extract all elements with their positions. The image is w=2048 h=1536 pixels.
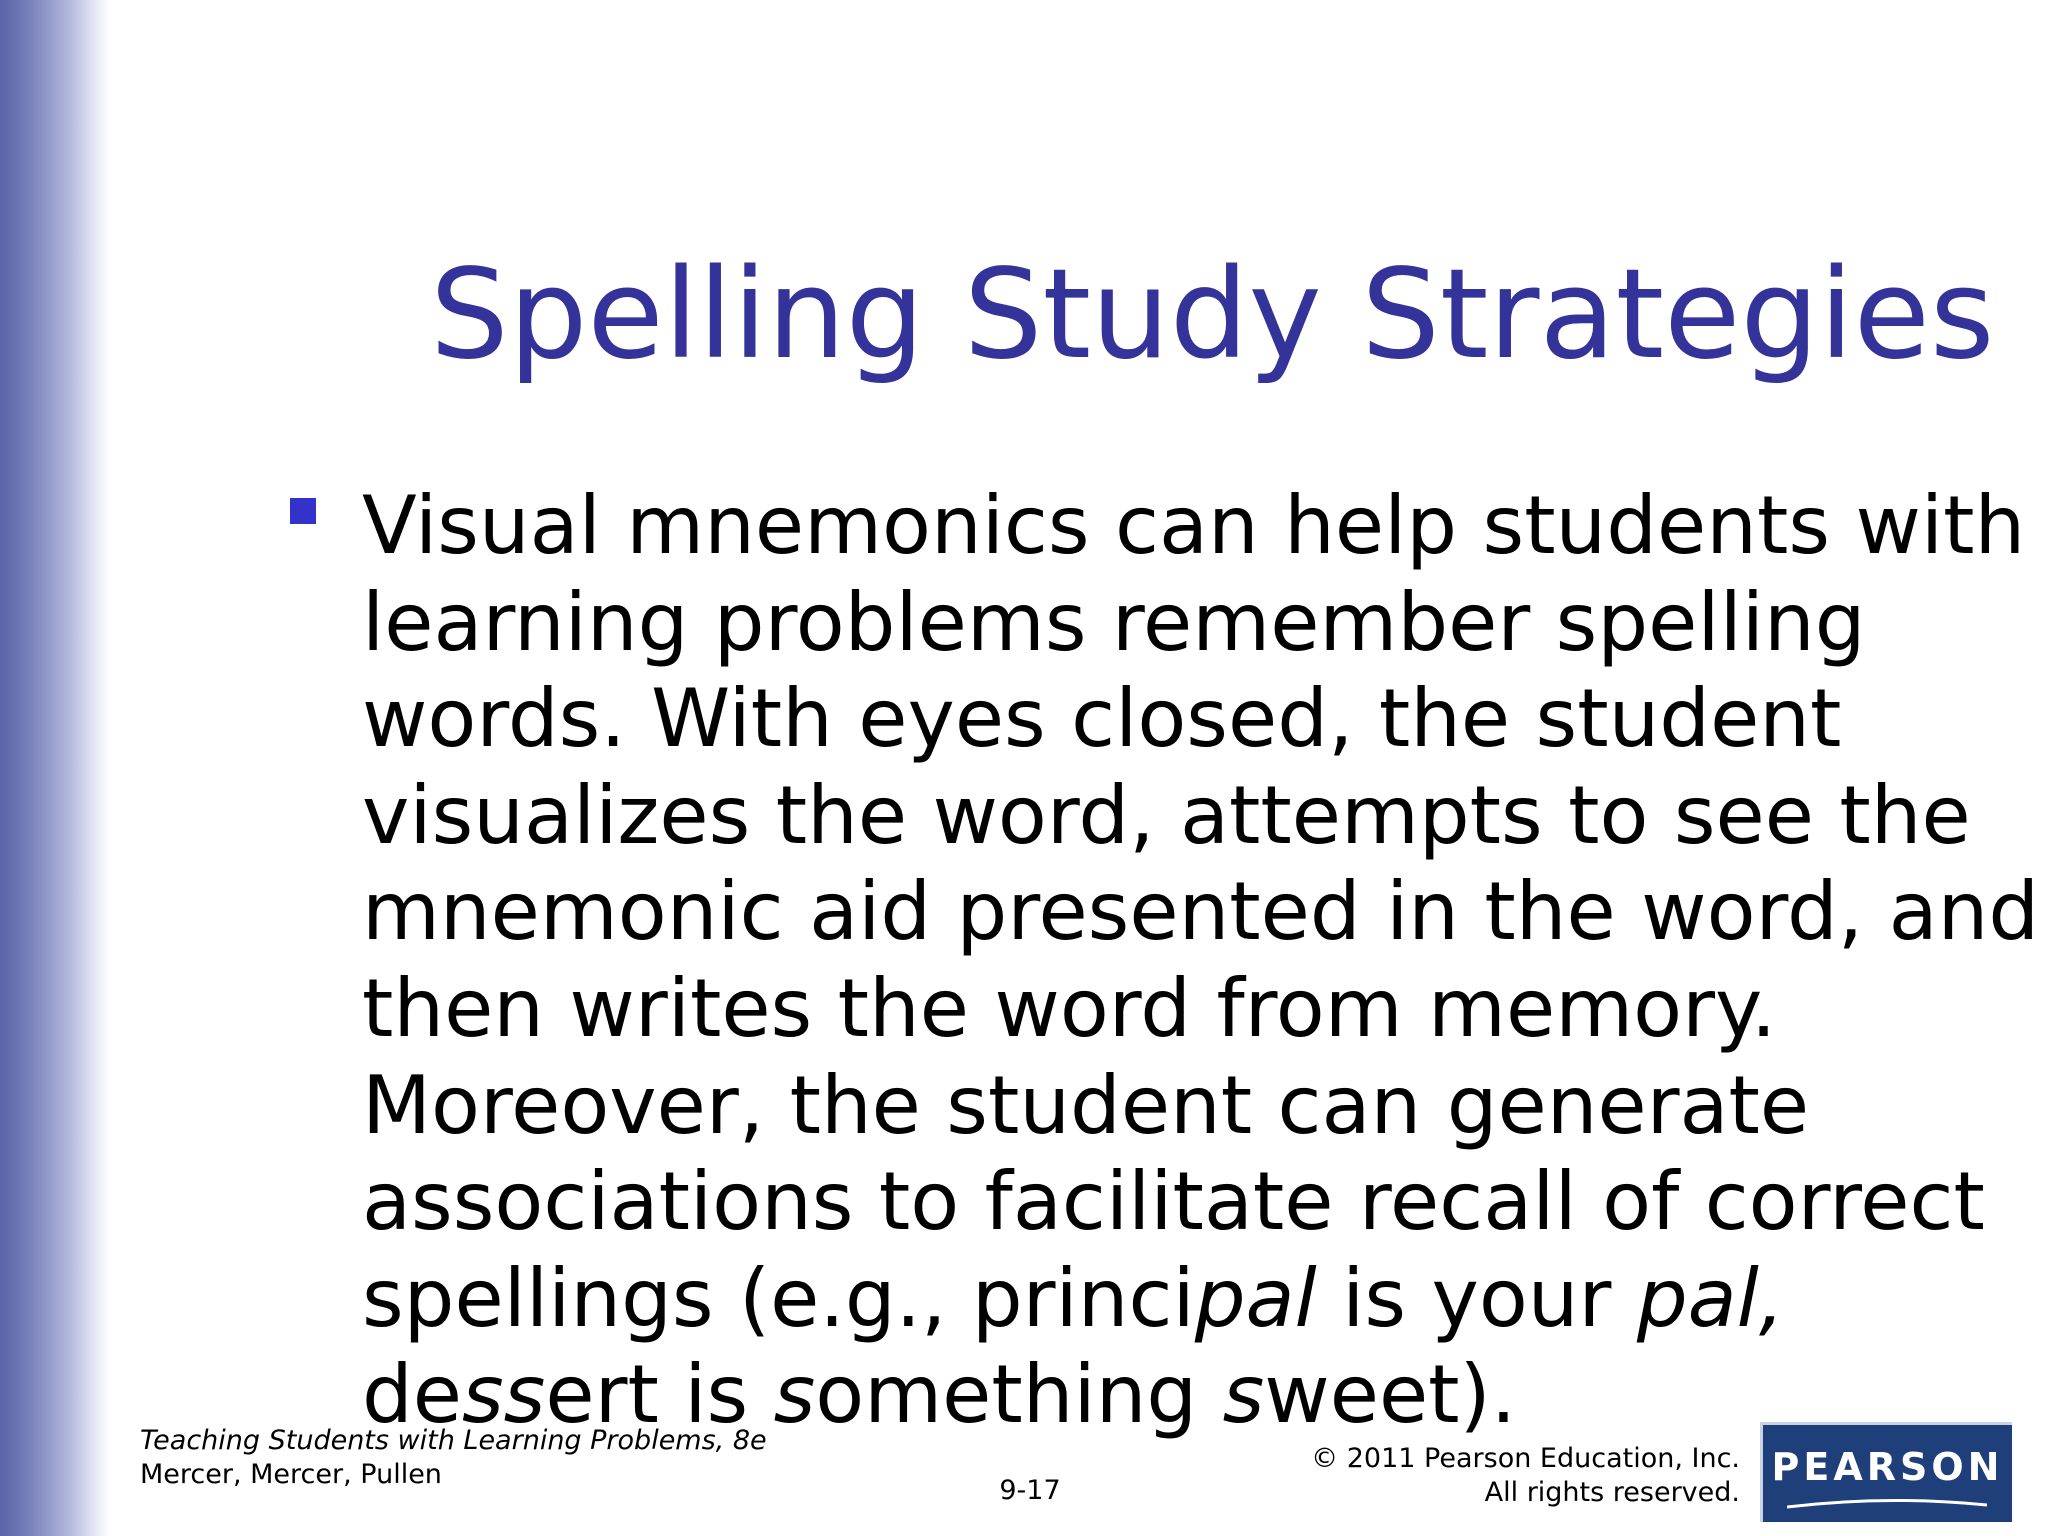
logo-swoosh-icon: [1787, 1497, 1987, 1511]
bullet-text: [362, 478, 2042, 1444]
page-number: 9-17: [999, 1475, 1061, 1506]
copyright-text: © 2011 Pearson Education, Inc.: [1311, 1443, 1740, 1474]
bullet-text-italic-segment: pal: [1194, 1251, 1317, 1345]
bullet-text-segment: ert is: [545, 1348, 774, 1442]
left-decorative-band: [0, 0, 110, 1536]
bullet-text-italic-segment: pal,: [1636, 1251, 1785, 1345]
bullet-text-segment: omething: [815, 1348, 1223, 1442]
footer-citation: [140, 1424, 767, 1492]
bullet-text-segment: Visual mnemonics can help students with learning problems remember spelling words. With eyes closed, the student visualizes the word, attempts to see the mnemonic aid presented in the word, and then writes the word from memory. Moreover, the student can generate associations to facilitate recall of correct spellings (e.g., princi: [362, 479, 2040, 1345]
slide-title: Spelling Study Strategies: [430, 243, 1995, 387]
book-title: Teaching Students with Learning Problems, 8e: [140, 1425, 767, 1456]
bullet-text-italic-segment: s: [773, 1348, 816, 1442]
bullet-text-italic-segment: ss: [462, 1348, 546, 1442]
book-authors: Mercer, Mercer, Pullen: [140, 1459, 442, 1490]
pearson-logo: [1760, 1422, 2012, 1522]
footer-copyright: [1240, 1442, 1740, 1510]
bullet-text-segment: weet).: [1264, 1348, 1517, 1442]
bullet-text-segment: is your: [1316, 1251, 1637, 1345]
logo-wordmark: PEARSON: [1771, 1445, 2004, 1489]
rights-text: All rights reserved.: [1484, 1477, 1740, 1508]
bullet-text-italic-segment: s: [1222, 1348, 1265, 1442]
square-bullet-icon: [290, 498, 316, 524]
bullet-text-segment: de: [362, 1348, 462, 1442]
